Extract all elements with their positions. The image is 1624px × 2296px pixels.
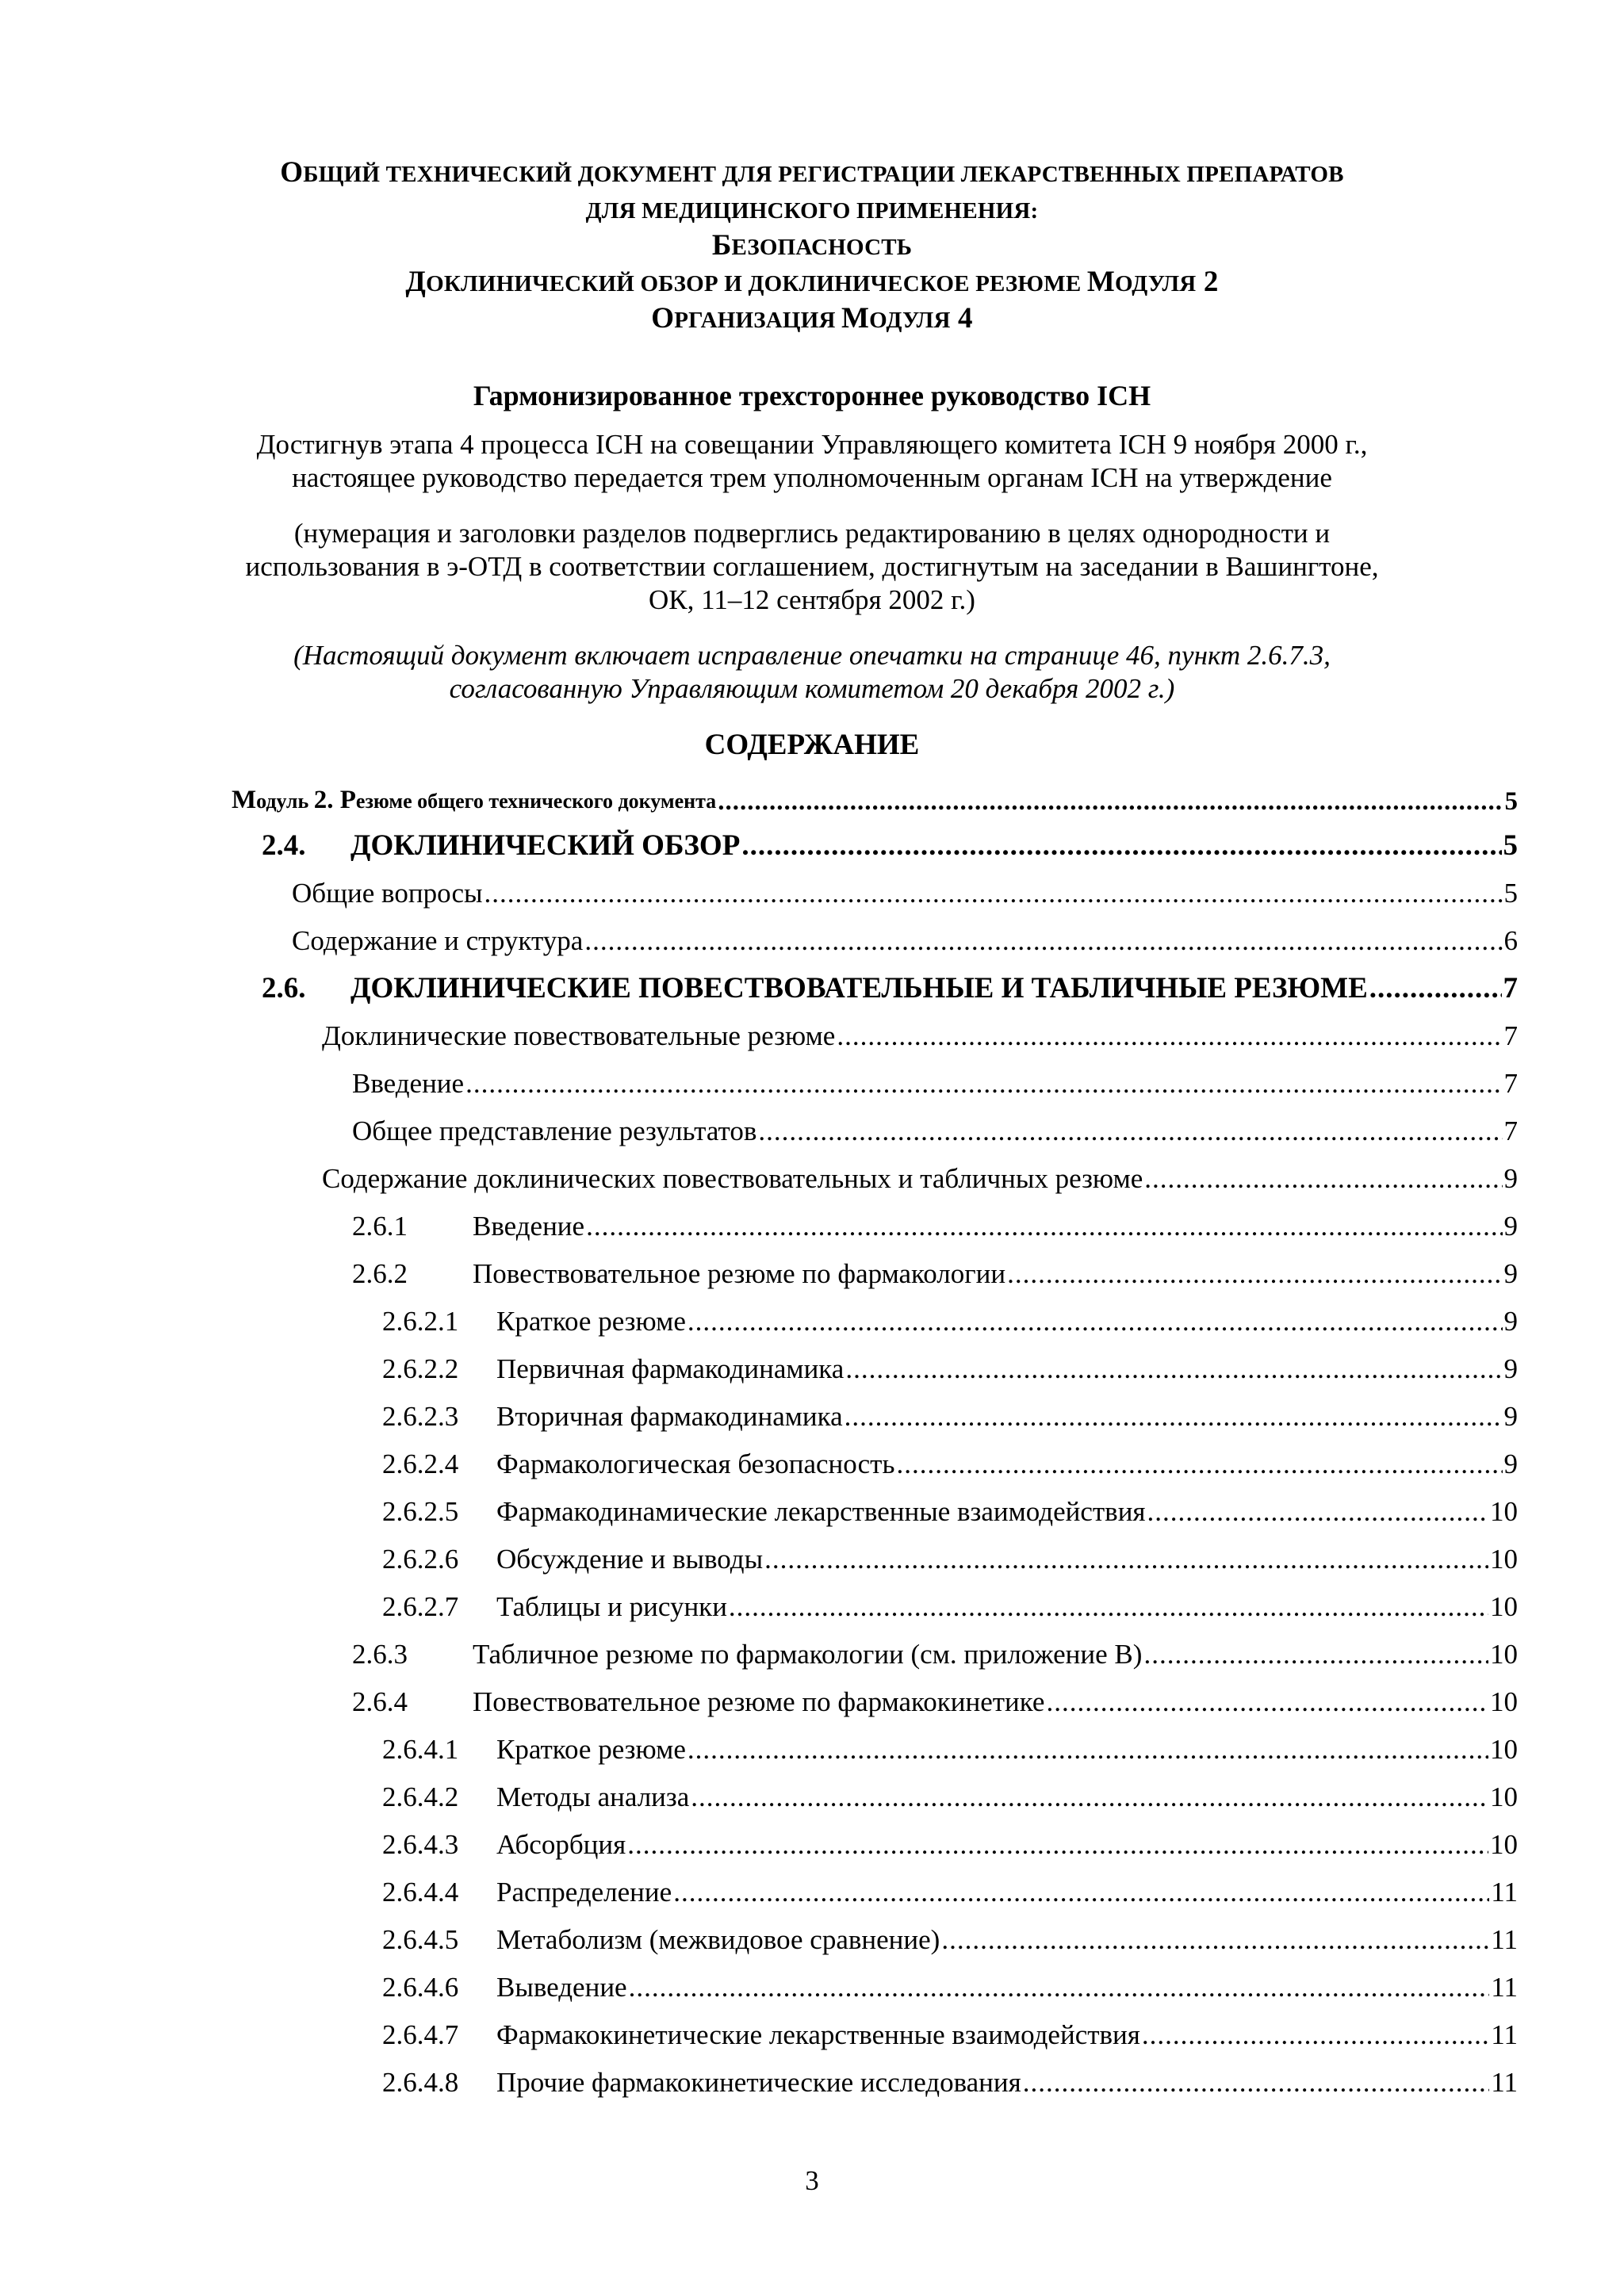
toc-leader-dots <box>718 785 1503 818</box>
toc-entry-label: Введение <box>473 1211 585 1242</box>
toc-entry[interactable] <box>382 1966 1518 2004</box>
toc-entry-page: 5 <box>1503 878 1518 909</box>
toc-leader-dots <box>688 1733 1488 1766</box>
toc-entry-number: 2.6.2.1 <box>382 1306 459 1337</box>
numbering-line-1: (нумерация и заголовки разделов подверглись редактированию в целях однородности и <box>293 518 1331 549</box>
toc-entry-page: 5 <box>1503 829 1518 862</box>
toc-leader-dots <box>1143 1638 1488 1671</box>
toc-leader-dots <box>896 1448 1502 1481</box>
title-line-1: ОБЩИЙ ТЕХНИЧЕСКИЙ ДОКУМЕНТ ДЛЯ РЕГИСТРАЦИИ ЛЕКАРСТВЕННЫХ ПРЕПАРАТОВ <box>280 156 1344 189</box>
toc-entry-number: 2.6.2.5 <box>382 1496 459 1527</box>
toc-entry-number: 2.6.4.5 <box>382 1924 459 1955</box>
toc-leader-dots <box>673 1876 1489 1909</box>
toc-entry-page: 9 <box>1503 1353 1518 1384</box>
toc-entry[interactable] <box>352 1633 1518 1671</box>
toc-leader-dots <box>485 877 1503 910</box>
toc-leader-dots <box>729 1590 1488 1624</box>
toc-leader-dots <box>627 1828 1488 1862</box>
status-line-2: настоящее руководство передается трем уполномоченным органам ICH на утверждение <box>292 462 1332 493</box>
toc-entry-number: 2.6.4.7 <box>382 2019 459 2050</box>
page-number: 3 <box>805 2165 819 2196</box>
toc-entry-label: Фармакологическая безопасность <box>496 1448 895 1479</box>
toc-entry-page: 9 <box>1503 1306 1518 1337</box>
toc-entry-page: 11 <box>1491 1924 1518 1955</box>
toc-leader-dots <box>764 1543 1488 1576</box>
toc-entry-page: 10 <box>1490 1544 1518 1575</box>
toc-entry-number: 2.6.2.7 <box>382 1591 459 1622</box>
toc-entry-number: 2.6.1 <box>352 1211 408 1242</box>
toc-entry-page: 9 <box>1503 1163 1518 1194</box>
toc-entry-page: 10 <box>1490 1781 1518 1812</box>
title-line-3: БЕЗОПАСНОСТЬ <box>711 229 913 262</box>
toc-entry-number: 2.6.4.3 <box>382 1829 459 1860</box>
toc-entry[interactable] <box>352 1205 1518 1243</box>
toc-leader-dots <box>845 1400 1503 1433</box>
toc-entry-page: 10 <box>1490 1591 1518 1622</box>
toc-entry[interactable] <box>382 1538 1518 1576</box>
numbering-line-3: ОК, 11–12 сентября 2002 г.) <box>649 584 975 615</box>
toc-entry-label: Таблицы и рисунки <box>496 1591 727 1622</box>
toc-leader-dots <box>1147 1495 1488 1529</box>
toc-entry-page: 10 <box>1490 1829 1518 1860</box>
toc-entry-number: 2.6. <box>262 972 306 1004</box>
toc-entry-page: 11 <box>1491 2019 1518 2050</box>
toc-entry-number: 2.6.2.4 <box>382 1448 459 1479</box>
toc-entry[interactable] <box>352 1062 1518 1100</box>
toc-entry-label: Общее представление результатов <box>352 1115 757 1146</box>
toc-entry-label: Доклинические повествовательные резюме <box>322 1020 836 1051</box>
toc-entry[interactable] <box>382 1871 1518 1909</box>
toc-entry-number: 2.6.4.1 <box>382 1734 459 1765</box>
toc-entry-label: Содержание и структура <box>292 925 584 956</box>
toc-entry[interactable] <box>382 2014 1518 2052</box>
toc-entry-label: ДОКЛИНИЧЕСКИЕ ПОВЕСТВОВАТЕЛЬНЫЕ И ТАБЛИЧНЫЕ РЕЗЮМЕ <box>350 972 1368 1004</box>
toc-entry-label: Краткое резюме <box>496 1306 686 1337</box>
toc-entry-label: Первичная фармакодинамика <box>496 1353 845 1384</box>
toc-entry[interactable] <box>322 1158 1518 1196</box>
toc-entry-number: 2.6.4 <box>352 1686 408 1717</box>
toc-entry-label: Метаболизм (межвидовое сравнение) <box>496 1924 940 1955</box>
toc-entry-label: Фармакокинетические лекарственные взаимодействия <box>496 2019 1140 2050</box>
toc-entry-label: Табличное резюме по фармакологии (см. приложение В) <box>473 1639 1143 1670</box>
title-line-5: ОРГАНИЗАЦИЯ МОДУЛЯ 4 <box>651 302 973 335</box>
toc-entry-label: Прочие фармакокинетические исследования <box>496 2067 1021 2098</box>
toc-leader-dots <box>741 829 1501 863</box>
toc-entry[interactable] <box>352 1110 1518 1148</box>
toc-entry-label: Введение <box>352 1068 465 1099</box>
toc-entry[interactable] <box>292 920 1518 958</box>
status-line-1: Достигнув этапа 4 процесса ICH на совещании Управляющего комитета ICH 9 ноября 2000 г., <box>256 429 1368 460</box>
erratum-line-2: согласованную Управляющим комитетом 20 декабря 2002 г.) <box>449 673 1175 704</box>
toc-entry-number: 2.6.4.2 <box>382 1781 459 1812</box>
toc-heading: СОДЕРЖАНИЕ <box>704 729 920 761</box>
toc-entry-page: 9 <box>1503 1258 1518 1289</box>
toc-entry-label: Обсуждение и выводы <box>496 1544 764 1575</box>
toc-leader-dots <box>1369 972 1502 1005</box>
toc-leader-dots <box>1142 2019 1489 2052</box>
guideline-subtitle: Гармонизированное трехстороннее руководство ICH <box>473 380 1151 411</box>
toc-entry-number: 2.6.2 <box>352 1258 408 1289</box>
toc-entry[interactable] <box>382 1823 1518 1862</box>
toc-entry-page: 10 <box>1490 1734 1518 1765</box>
toc-leader-dots <box>1046 1686 1488 1719</box>
numbering-line-2: использования в э-ОТД в соответствии соглашением, достигнутым на заседании в Вашингтоне, <box>245 551 1379 582</box>
toc-entry-label: Фармакодинамические лекарственные взаимодействия <box>496 1496 1146 1527</box>
toc-entry-label: Общие вопросы <box>292 878 483 909</box>
toc-leader-dots <box>688 1305 1503 1338</box>
toc-entry[interactable] <box>382 1776 1518 1814</box>
toc-leader-dots <box>465 1067 1502 1100</box>
toc-entry[interactable] <box>352 1253 1518 1291</box>
toc-leader-dots <box>1144 1162 1502 1196</box>
toc-entry[interactable] <box>382 1728 1518 1766</box>
toc-entry[interactable] <box>232 780 1518 818</box>
toc-entry[interactable] <box>352 1681 1518 1719</box>
toc-entry[interactable] <box>382 1395 1518 1433</box>
toc-entry-label: Абсорбция <box>496 1829 626 1860</box>
toc-entry-page: 11 <box>1491 1972 1518 2003</box>
toc-leader-dots <box>629 1971 1490 2004</box>
toc-leader-dots <box>691 1781 1488 1814</box>
toc-leader-dots <box>941 1923 1489 1957</box>
toc-leader-dots <box>837 1020 1502 1053</box>
toc-leader-dots <box>586 1210 1502 1243</box>
toc-entry-label: Повествовательное резюме по фармакокинетике <box>473 1686 1045 1717</box>
toc-leader-dots <box>584 924 1502 958</box>
toc-entry-label: ДОКЛИНИЧЕСКИЙ ОБЗОР <box>350 829 741 862</box>
toc-entry-page: 7 <box>1503 1020 1518 1051</box>
toc-entry-page: 10 <box>1490 1639 1518 1670</box>
toc-entry[interactable] <box>382 1443 1518 1481</box>
toc-entry[interactable] <box>292 872 1518 910</box>
toc-entry-number: 2.6.4.8 <box>382 2067 459 2098</box>
toc-entry-page: 9 <box>1503 1211 1518 1242</box>
toc-leader-dots <box>758 1115 1502 1148</box>
toc-entry-page: 9 <box>1503 1448 1518 1479</box>
title-line-4: ДОКЛИНИЧЕСКИЙ ОБЗОР И ДОКЛИНИЧЕСКОЕ РЕЗЮМЕ МОДУЛЯ 2 <box>405 266 1219 298</box>
toc-leader-dots <box>845 1353 1502 1386</box>
toc-entry-page: 6 <box>1503 925 1518 956</box>
toc-entry-page: 9 <box>1503 1401 1518 1432</box>
toc-entry-number: 2.6.4.6 <box>382 1972 459 2003</box>
toc-entry-page: 10 <box>1490 1686 1518 1717</box>
toc-entry[interactable] <box>382 1586 1518 1624</box>
toc-entry-number: 2.6.2.3 <box>382 1401 459 1432</box>
toc-entry-page: 7 <box>1503 1068 1518 1099</box>
toc-entry-label: Модуль 2. Резюме общего технического документа <box>232 786 717 814</box>
toc-entry[interactable] <box>382 1300 1518 1338</box>
toc-leader-dots <box>1023 2066 1490 2099</box>
toc-leader-dots <box>1007 1257 1502 1291</box>
title-line-2: ДЛЯ МЕДИЦИНСКОГО ПРИМЕНЕНИЯ: <box>585 198 1039 224</box>
toc-entry-page: 5 <box>1504 787 1518 816</box>
toc-entry[interactable] <box>322 1015 1518 1053</box>
toc-entry-page: 10 <box>1490 1496 1518 1527</box>
toc-entry-label: Повествовательное резюме по фармакологии <box>473 1258 1006 1289</box>
toc-entry-page: 7 <box>1503 972 1518 1004</box>
toc-entry-number: 2.4. <box>262 829 306 862</box>
toc-entry-number: 2.6.4.4 <box>382 1877 459 1908</box>
toc-entry[interactable] <box>262 967 1518 1005</box>
toc-entry[interactable] <box>382 1490 1518 1529</box>
toc-entry[interactable] <box>262 825 1518 863</box>
toc-entry-label: Краткое резюме <box>496 1734 686 1765</box>
toc-entry-label: Содержание доклинических повествовательных и табличных резюме <box>322 1163 1143 1194</box>
toc-entry[interactable] <box>382 1348 1518 1386</box>
toc-entry-number: 2.6.2.6 <box>382 1544 459 1575</box>
toc-entry-page: 11 <box>1491 2067 1518 2098</box>
toc-entry-label: Выведение <box>496 1972 627 2003</box>
toc-entry-label: Вторичная фармакодинамика <box>496 1401 843 1432</box>
toc-entry-number: 2.6.2.2 <box>382 1353 459 1384</box>
toc-entry-label: Методы анализа <box>496 1781 690 1812</box>
toc-entry[interactable] <box>382 1919 1518 1957</box>
toc-entry-page: 7 <box>1503 1115 1518 1146</box>
toc-entry-number: 2.6.3 <box>352 1639 408 1670</box>
erratum-line-1: (Настоящий документ включает исправление опечатки на странице 46, пункт 2.6.7.3, <box>293 640 1331 671</box>
toc-entry-page: 11 <box>1491 1877 1518 1908</box>
toc-entry-label: Распределение <box>496 1877 672 1908</box>
toc-entry[interactable] <box>382 2061 1518 2099</box>
